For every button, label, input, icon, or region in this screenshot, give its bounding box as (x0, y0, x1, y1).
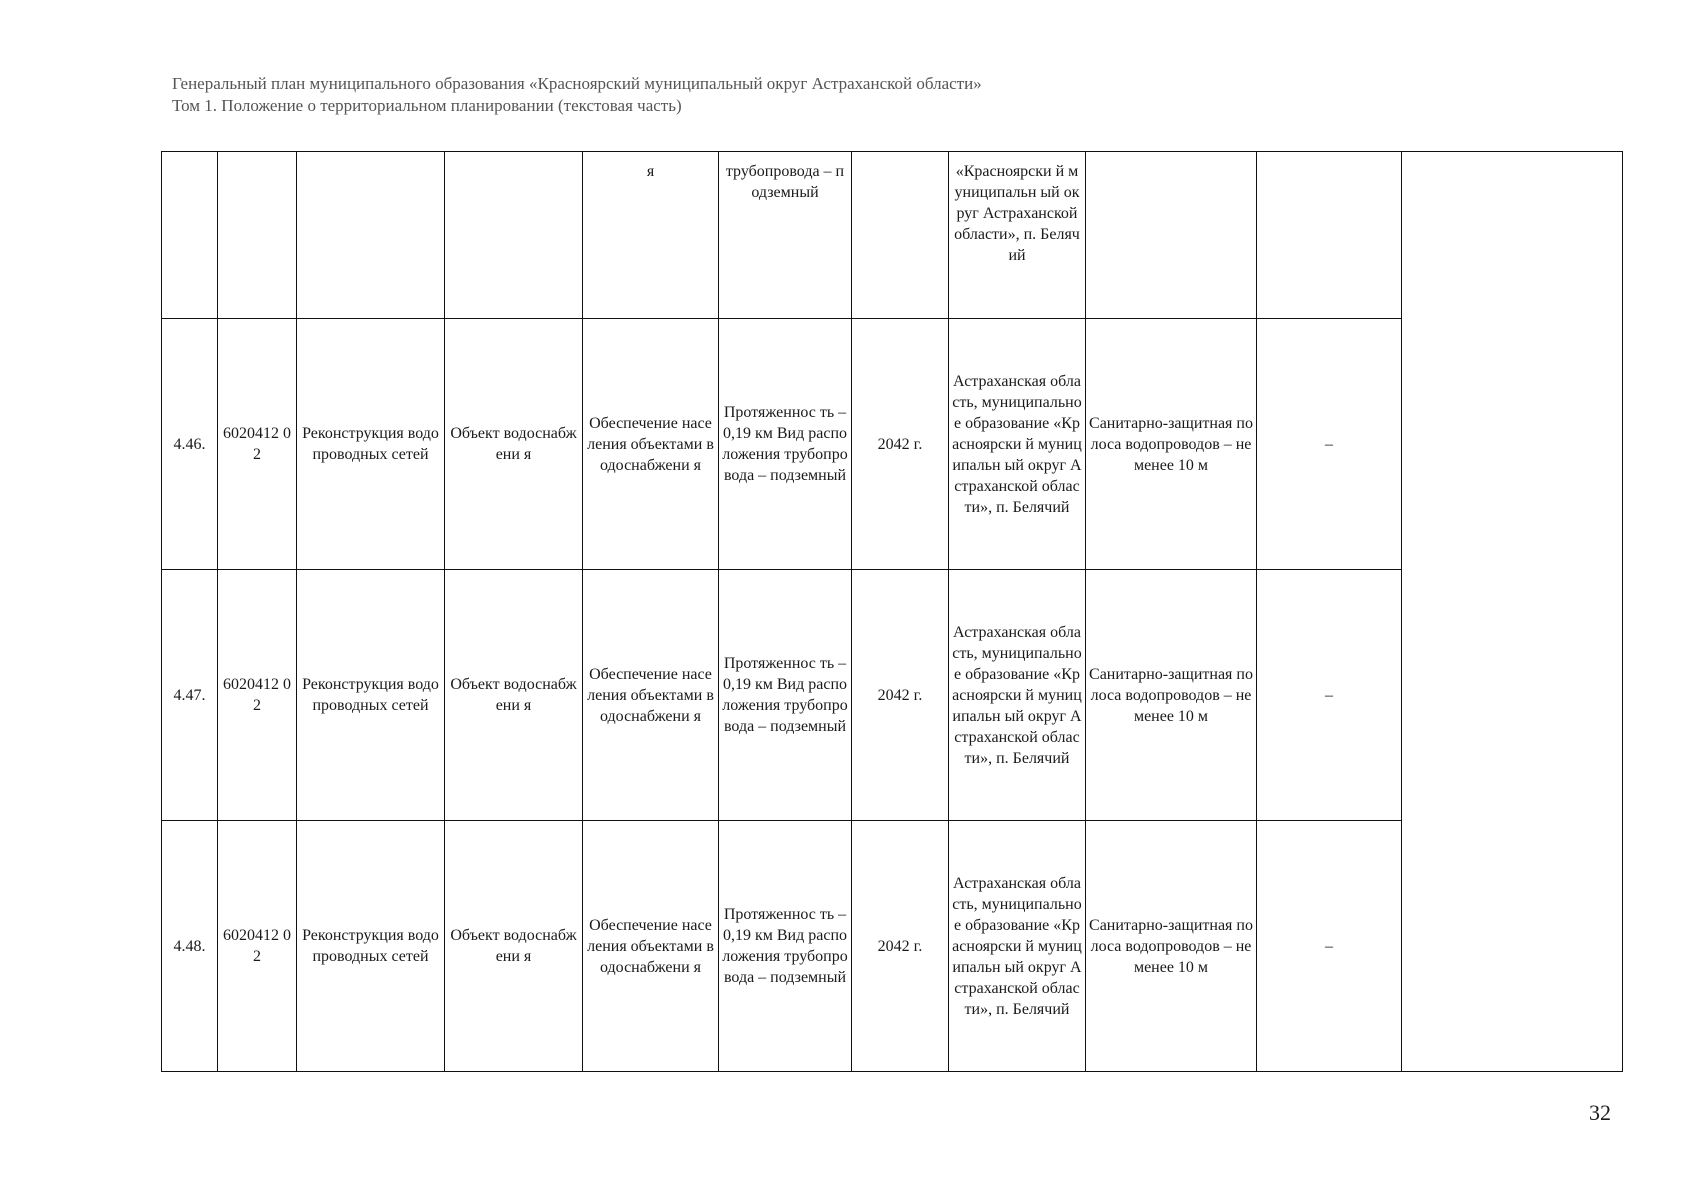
cell-extra (1257, 152, 1402, 319)
cell-purpose: Обеспечение населения объектами водоснабжени я (583, 570, 719, 821)
cell-notes (1402, 152, 1623, 1072)
cell-type: Объект водоснабжени я (445, 821, 583, 1072)
header-line-1: Генеральный план муниципального образования «Красноярский муниципальный округ Астраханской области» (172, 74, 982, 93)
cell-year: 2042 г. (852, 821, 949, 1072)
cell-type: Объект водоснабжени я (445, 570, 583, 821)
cell-extra: – (1257, 570, 1402, 821)
cell-zone: Санитарно-защитная полоса водопроводов – не менее 10 м (1086, 821, 1257, 1072)
cell-purpose: Обеспечение населения объектами водоснабжени я (583, 821, 719, 1072)
cell-characteristics: Протяженнос ть – 0,19 км Вид расположения трубопровода – подземный (719, 570, 852, 821)
cell-zone (1086, 152, 1257, 319)
cell-zone: Санитарно-защитная полоса водопроводов – не менее 10 м (1086, 570, 1257, 821)
cell-name: Реконструкция водопроводных сетей (297, 319, 445, 570)
cell-zone: Санитарно-защитная полоса водопроводов – не менее 10 м (1086, 319, 1257, 570)
cell-num: 4.46. (162, 319, 218, 570)
cell-code (218, 152, 297, 319)
cell-name: Реконструкция водопроводных сетей (297, 821, 445, 1072)
page-number: 32 (1589, 1100, 1611, 1125)
cell-num: 4.48. (162, 821, 218, 1072)
cell-num: 4.47. (162, 570, 218, 821)
cell-type: Объект водоснабжени я (445, 319, 583, 570)
cell-extra: – (1257, 821, 1402, 1072)
cell-characteristics: Протяженнос ть – 0,19 км Вид расположения трубопровода – подземный (719, 821, 852, 1072)
cell-characteristics: трубопровода – подземный (719, 152, 852, 319)
cell-purpose: Обеспечение населения объектами водоснабжени я (583, 319, 719, 570)
cell-num (162, 152, 218, 319)
cell-year: 2042 г. (852, 319, 949, 570)
header-line-2: Том 1. Положение о территориальном планировании (текстовая часть) (172, 96, 682, 115)
cell-code: 6020412 02 (218, 821, 297, 1072)
objects-table (161, 151, 1623, 1072)
table-row (162, 152, 1623, 319)
cell-location: Астраханская область, муниципально е образование «Красноярски й муниципальн ый округ Астраханской области», п. Белячий (949, 570, 1086, 821)
cell-code: 6020412 02 (218, 319, 297, 570)
cell-year (852, 152, 949, 319)
cell-location: «Красноярски й муниципальн ый округ Астраханской области», п. Белячий (949, 152, 1086, 319)
cell-purpose: я (583, 152, 719, 319)
cell-characteristics: Протяженнос ть – 0,19 км Вид расположения трубопровода – подземный (719, 319, 852, 570)
cell-name: Реконструкция водопроводных сетей (297, 570, 445, 821)
document-header (172, 73, 982, 117)
cell-location: Астраханская область, муниципально е образование «Красноярски й муниципальн ый округ Астраханской области», п. Белячий (949, 319, 1086, 570)
cell-year: 2042 г. (852, 570, 949, 821)
cell-location: Астраханская область, муниципально е образование «Красноярски й муниципальн ый округ Астраханской области», п. Белячий (949, 821, 1086, 1072)
cell-extra: – (1257, 319, 1402, 570)
cell-name (297, 152, 445, 319)
cell-type (445, 152, 583, 319)
cell-code: 6020412 02 (218, 570, 297, 821)
